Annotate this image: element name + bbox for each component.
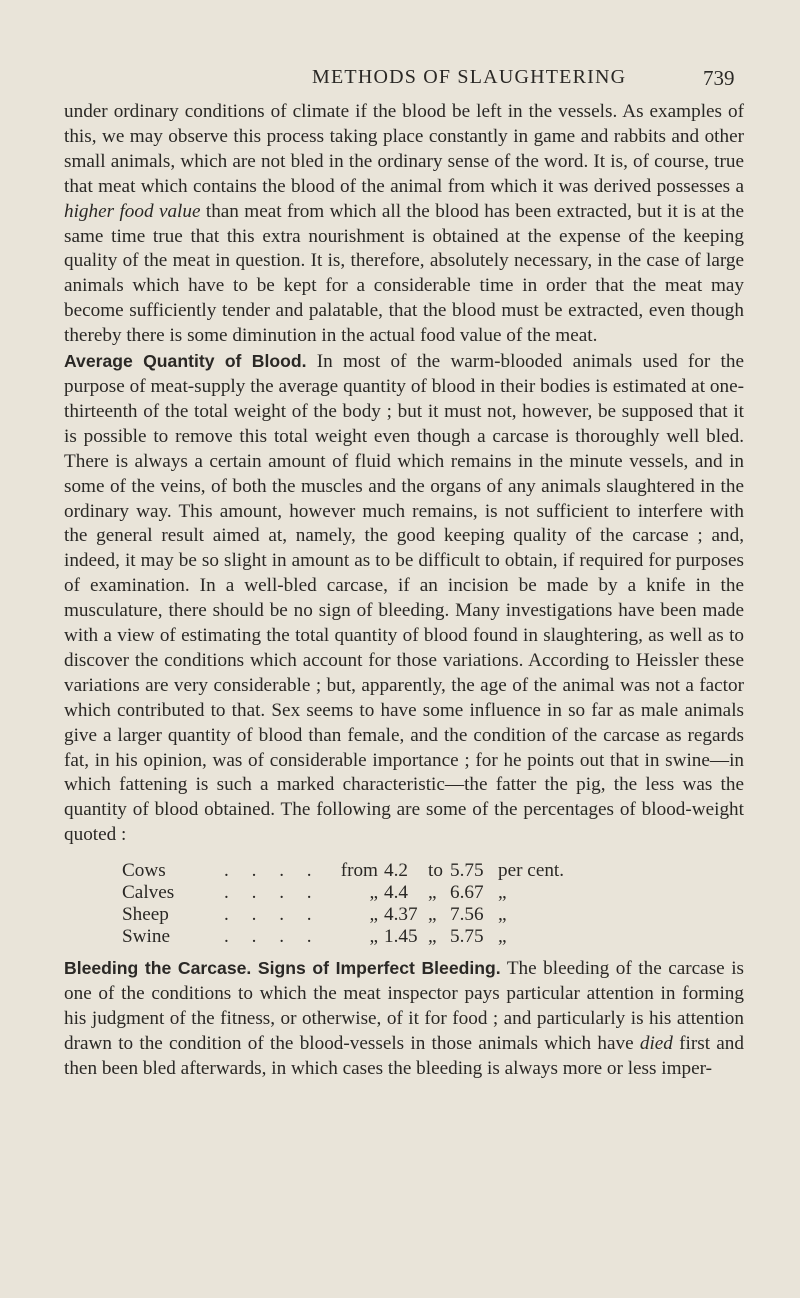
paragraph-text: than meat from which all the blood has been extracted, but it is at the same time true that this extra nourishment is obtained at the expense of the keeping quality of the meat in question. It is, therefore, absolutely necessary, in the case of large animals which have to be kept for a considerable time in order that the meat may become sufficiently tender and palatable, that the blood must be extracted, even though thereby there is some diminution in the actual food value of the meat. <box>64 200 744 347</box>
high-value: 7.56 <box>450 904 484 926</box>
low-value: 4.37 <box>384 904 418 926</box>
table-row <box>122 904 744 926</box>
emphasis-text: higher food value <box>64 200 201 222</box>
to-word: „ <box>428 882 437 904</box>
unit-label: „ <box>498 882 507 904</box>
to-word: „ <box>428 926 437 948</box>
leader-dots: . . . . <box>224 882 321 904</box>
leader-dots: . . . . <box>224 904 321 926</box>
table-row <box>122 926 744 948</box>
animal-name: Sheep <box>122 904 169 926</box>
from-word: „ <box>369 882 378 904</box>
table-row <box>122 882 744 904</box>
leader-dots: . . . . <box>224 860 321 882</box>
high-value: 5.75 <box>450 926 484 948</box>
section-heading: Bleeding the Carcase. Signs of Imperfect Bleeding. <box>64 958 501 979</box>
unit-label: „ <box>498 904 507 926</box>
low-value: 4.4 <box>384 882 408 904</box>
animal-name: Calves <box>122 882 175 904</box>
section-heading: Average Quantity of Blood. <box>64 351 307 372</box>
page-body <box>64 100 744 1082</box>
paragraph-text: under ordinary conditions of climate if the blood be left in the vessels. As examples of this, we may observe this process taking place constantly in game and rabbits and other small animals, which are not bled in the ordinary sense of the word. It is, of course, true that meat which contains the blood of the animal from which it was derived possesses a <box>64 101 744 197</box>
paragraph-text: first and then been bled afterwards, in which cases the bleeding is always more or less imper- <box>64 1032 744 1079</box>
high-value: 6.67 <box>450 882 484 904</box>
from-word: „ <box>369 926 378 948</box>
low-value: 4.2 <box>384 860 408 882</box>
page-header <box>0 66 800 94</box>
animal-name: Swine <box>122 926 170 948</box>
table-row <box>122 860 744 882</box>
paragraph-average-quantity <box>64 349 744 848</box>
high-value: 5.75 <box>450 860 484 882</box>
low-value: 1.45 <box>384 926 418 948</box>
emphasis-text: died <box>639 1032 673 1054</box>
paragraph-text: In most of the warm-blooded animals used for the purpose of meat-supply the average quantity of blood in their bodies is estimated at one-thirteenth of the total weight of the body ; but it must not, however, be supposed that it is possible to remove this total weight even though a carcase is thoroughly well bled. There is always a certain amount of fluid which remains in the minute vessels, and in some of the veins, of both the muscles and the organs of any animals slaughtered in the ordinary way. This amount, however much remains, is not sufficient to interfere with the general result aimed at, namely, the good keeping quality of the carcase ; and, indeed, it may be so slight in amount as to be difficult to obtain, if required for purposes of examination. In a well-bled carcase, if an incision be made by a knife in the musculature, there should be no sign of bleeding. Many investigations have been made with a view of estimating the total quantity of blood found in slaughtering, as well as to discover the conditions which account for those variations. According to Heissler these variations are very considerable ; but, apparently, the age of the animal was not a factor which contributed to that. Sex seems to have some influence in so far as male animals give a larger quantity of blood than female, and the condition of the carcase as regards fat, in his opinion, was of considerable importance ; for he points out that in swine—in which fattening is such a marked characteristic—the fatter the pig, the less was the quantity of blood obtained. The following are some of the percentages of blood-weight quoted : <box>64 351 744 846</box>
unit-label: „ <box>498 926 507 948</box>
paragraph-blood-retention <box>64 100 744 349</box>
paragraph-bleeding-carcase <box>64 956 744 1082</box>
paragraph-text: The bleeding of the carcase is one of the conditions to which the meat inspector pays particular attention in forming his judgment of the fitness, or otherwise, of it for food ; and particularly is his attention drawn to the condition of the blood-vessels in those animals which have <box>64 958 745 1054</box>
unit-label: per cent. <box>498 860 565 882</box>
running-title: METHODS OF SLAUGHTERING <box>312 66 627 88</box>
to-word: to <box>428 860 443 882</box>
from-word: „ <box>369 904 378 926</box>
blood-percentage-table <box>122 860 744 948</box>
to-word: „ <box>428 904 437 926</box>
from-word: from <box>340 860 378 882</box>
animal-name: Cows <box>122 860 166 882</box>
page-number: 739 <box>703 66 735 90</box>
leader-dots: . . . . <box>224 926 321 948</box>
